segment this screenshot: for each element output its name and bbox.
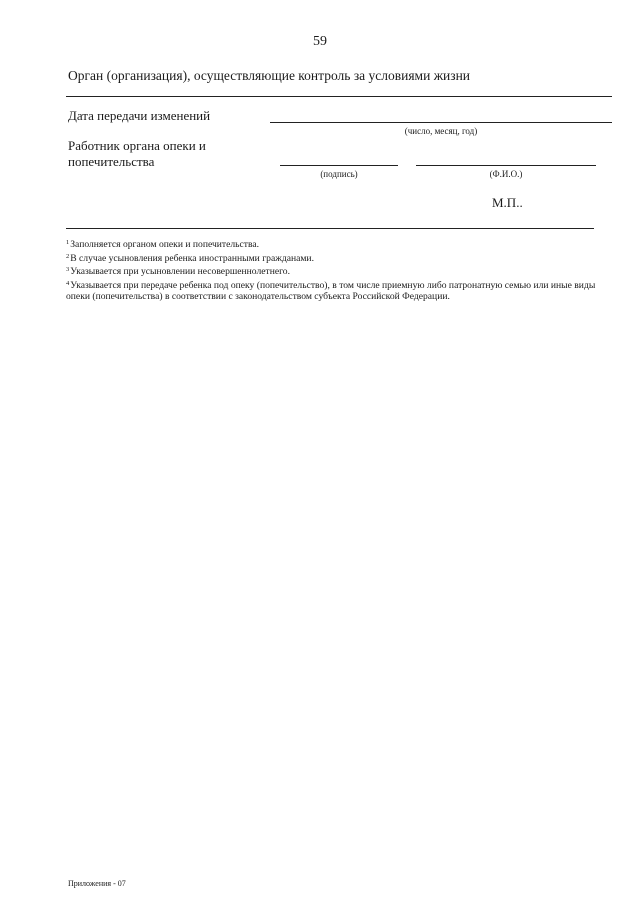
footnote-1 [66, 237, 614, 251]
stamp-label: М.П.. [492, 195, 523, 210]
footnote-text: Заполняется органом опеки и попечительства. [70, 239, 260, 250]
page-number: 59 [313, 34, 327, 49]
transfer-date-label: Дата передачи изменений [68, 108, 211, 123]
footnote-mark: 2 [66, 252, 70, 260]
footnote-text: Указывается при усыновлении несовершеннолетнего. [70, 266, 290, 278]
signature-caption: (подпись) [320, 169, 358, 179]
footnote-text: В случае усыновления ребенка иностранными гражданами. [70, 252, 314, 264]
worker-label-line1: Работник органа опеки и [68, 138, 206, 153]
control-body-fill-line [66, 96, 612, 97]
footnote-3 [66, 264, 614, 278]
fio-fill-line [416, 165, 596, 166]
footnote-mark: 1 [66, 239, 70, 246]
footnote-separator [66, 228, 594, 229]
control-body-heading: Орган (организация), осуществляющие контроль за условиями жизни [68, 68, 471, 83]
footnote-4 [66, 278, 614, 303]
transfer-date-fill-line [270, 122, 612, 123]
footnotes [66, 237, 614, 303]
signature-fill-line [280, 165, 398, 166]
footnote-mark: 3 [66, 266, 70, 274]
fio-caption: (Ф.И.О.) [489, 169, 523, 179]
worker-label-line2: попечительства [68, 154, 155, 169]
footer-label: Приложения - 07 [68, 879, 126, 888]
footnote-mark: 4 [66, 279, 70, 287]
footnote-text: Указывается при передаче ребенка под опеку (попечительство), в том числе приемную либо патронатную семью или иные виды опеки (попечительства) в соответствии с законодательством субъекта Российской Федерации. [66, 279, 596, 303]
date-caption: (число, месяц, год) [404, 126, 478, 136]
footnote-2 [66, 251, 614, 265]
